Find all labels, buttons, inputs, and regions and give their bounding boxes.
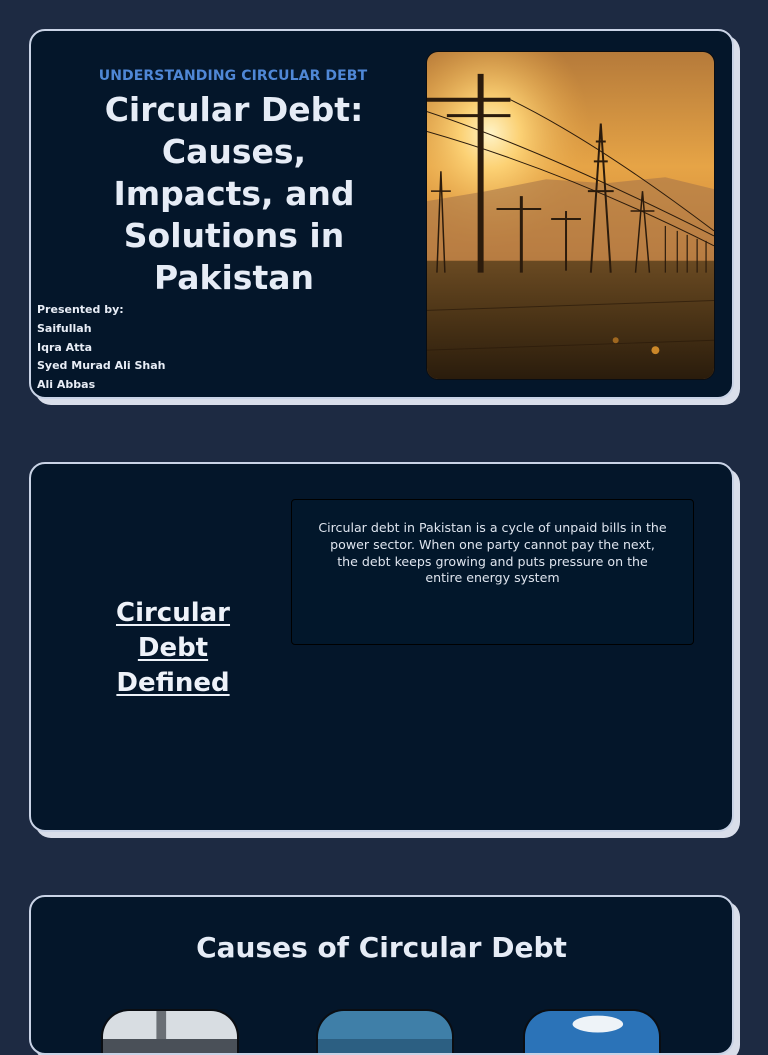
definition-title: Circular Debt Defined — [115, 598, 231, 698]
causes-slide-card — [29, 895, 734, 1055]
slide-eyebrow: UNDERSTANDING CIRCULAR DEBT — [98, 68, 368, 84]
cause-image-2 — [316, 1009, 454, 1055]
presenter-name: Iqra Atta — [37, 340, 93, 354]
power-lines-sunset-image — [426, 51, 715, 380]
presenter-name: Saifullah — [37, 321, 92, 335]
definition-slide-card — [29, 462, 734, 832]
cause-image-3 — [523, 1009, 661, 1055]
presenters-heading: Presented by: — [37, 303, 124, 316]
presentation-title: Circular Debt: Causes, Impacts, and Solutions in Pakistan — [104, 90, 364, 297]
presenters-list — [37, 301, 277, 395]
title-slide-card — [29, 29, 734, 399]
causes-title: Causes of Circular Debt — [196, 931, 567, 964]
cause-image-1 — [101, 1009, 239, 1055]
presenter-name: Ali Abbas — [37, 378, 96, 392]
definition-box — [291, 499, 694, 645]
definition-text: Circular debt in Pakistan is a cycle of unpaid bills in the power sector. When one party cannot pay the next, the debt keeps growing and puts pressure on the entire energy system — [318, 520, 667, 586]
presenter-name: Syed Murad Ali Shah — [37, 359, 166, 373]
